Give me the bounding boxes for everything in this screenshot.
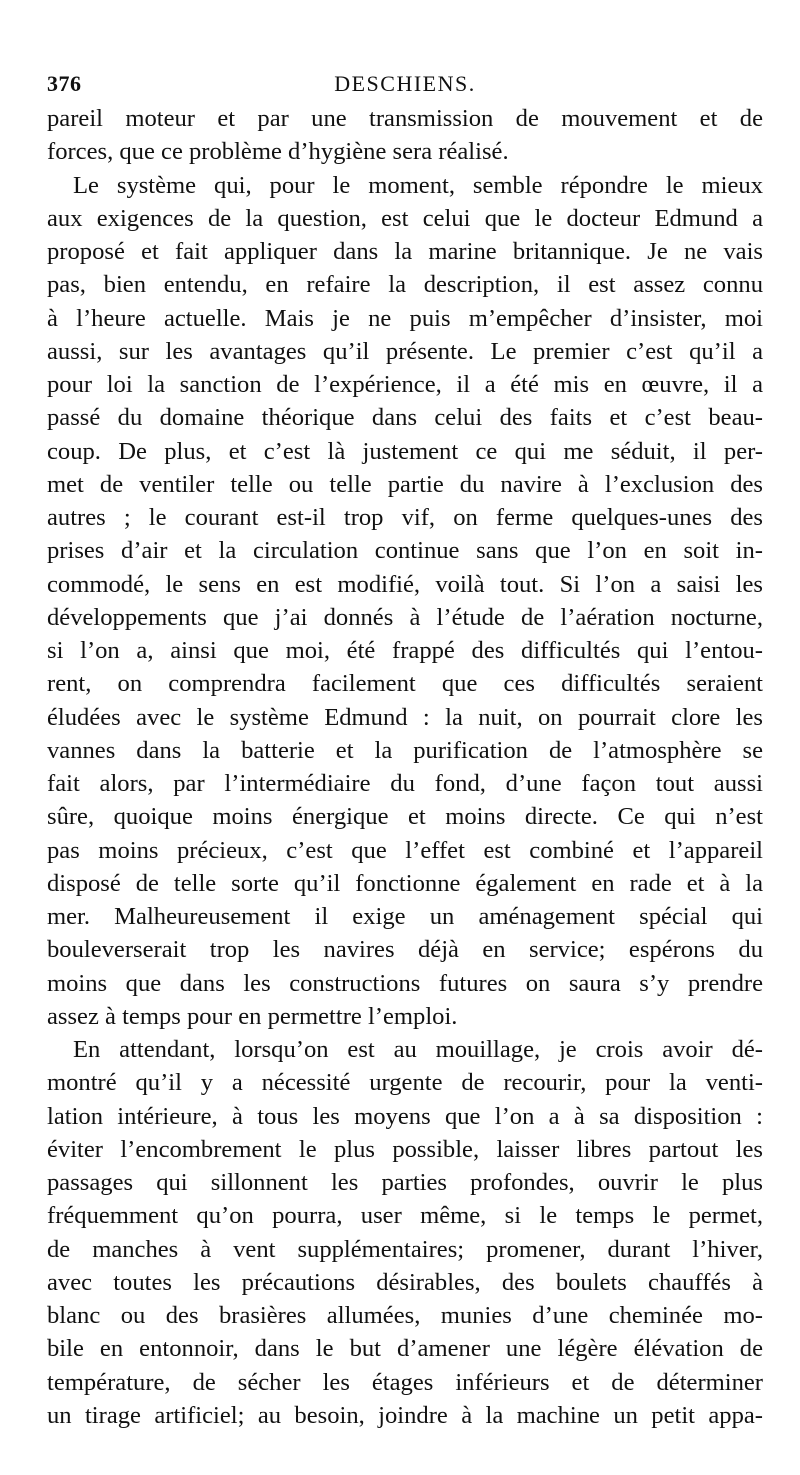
text-line: prises d’air et la circulation continue sans que l’on en soit in- — [47, 537, 763, 565]
running-head — [47, 66, 763, 102]
text-line: lation intérieure, à tous les moyens que l’on a à sa disposition : — [47, 1102, 763, 1130]
text-line: aux exigences de la question, est celui que le docteur Edmund a — [47, 204, 763, 232]
text-line: passé du domaine théorique dans celui des faits et c’est beau- — [47, 404, 763, 432]
paragraph — [47, 1033, 763, 1432]
text-line: met de ventiler telle ou telle partie du navire à l’exclusion des — [47, 470, 763, 498]
text-line: pas, bien entendu, en refaire la description, il est assez connu — [47, 271, 763, 299]
text-line: température, de sécher les étages inférieurs et de déterminer — [47, 1368, 763, 1396]
text-line: aussi, sur les avantages qu’il présente. Le premier c’est qu’il a — [47, 337, 763, 365]
text-line: assez à temps pour en permettre l’emploi. — [47, 1002, 458, 1030]
text-line: passages qui sillonnent les parties profondes, ouvrir le plus — [47, 1169, 763, 1196]
text-line: bouleverserait trop les navires déjà en service; espérons du — [47, 936, 763, 964]
text-line: autres ; le courant est-il trop vif, on ferme quelques-unes des — [47, 504, 763, 531]
paragraph — [47, 102, 763, 169]
text-line: proposé et fait appliquer dans la marine britannique. Je ne vais — [47, 238, 763, 265]
text-line: développements que j’ai donnés à l’étude de l’aération nocturne, — [47, 603, 763, 631]
text-line: forces, que ce problème d’hygiène sera réalisé. — [47, 138, 509, 166]
text-line: pareil moteur et par une transmission de mouvement et de — [47, 105, 763, 132]
text-line: coup. De plus, et c’est là justement ce qui me séduit, il per- — [47, 437, 763, 465]
text-line: pas moins précieux, c’est que l’effet est combiné et l’appareil — [47, 836, 763, 864]
text-line: commodé, le sens en est modifié, voilà tout. Si l’on a saisi les — [47, 570, 763, 598]
text-line: montré qu’il y a nécessité urgente de recourir, pour la venti- — [47, 1069, 763, 1097]
text-line: fait alors, par l’intermédiaire du fond, d’une façon tout aussi — [47, 770, 763, 797]
text-line: mer. Malheureusement il exige un aménagement spécial qui — [47, 903, 763, 930]
text-line: disposé de telle sorte qu’il fonctionne également en rade et à la — [47, 869, 763, 897]
text-line: En attendant, lorsqu’on est au mouillage, je crois avoir dé- — [73, 1036, 763, 1063]
text-line: vannes dans la batterie et la purification de l’atmosphère se — [47, 736, 763, 764]
paragraph — [47, 169, 763, 1034]
text-line: éludées avec le système Edmund : la nuit, on pourrait clore les — [47, 703, 763, 731]
text-line: fréquemment qu’on pourra, user même, si le temps le permet, — [47, 1202, 763, 1230]
text-line: sûre, quoique moins énergique et moins directe. Ce qui n’est — [47, 803, 763, 831]
body-text — [47, 102, 763, 1432]
text-line: un tirage artificiel; au besoin, joindre à la machine un petit appa- — [47, 1401, 763, 1429]
text-line: rent, on comprendra facilement que ces difficultés seraient — [47, 670, 763, 698]
text-line: blanc ou des brasières allumées, munies d’une cheminée mo- — [47, 1302, 763, 1329]
text-line: avec toutes les précautions désirables, des boulets chauffés à — [47, 1268, 763, 1296]
text-line: bile en entonnoir, dans le but d’amener une légère élévation de — [47, 1335, 763, 1363]
text-line: de manches à vent supplémentaires; promener, durant l’hiver, — [47, 1235, 763, 1263]
page-number: 376 — [47, 71, 82, 96]
text-line: moins que dans les constructions futures on saura s’y prendre — [47, 969, 763, 997]
text-line: si l’on a, ainsi que moi, été frappé des difficultés qui l’entou- — [47, 637, 763, 664]
text-line: éviter l’encombrement le plus possible, laisser libres partout les — [47, 1135, 763, 1163]
running-title: DESCHIENS. — [334, 71, 476, 96]
book-page — [47, 66, 763, 1432]
text-line: Le système qui, pour le moment, semble répondre le mieux — [73, 171, 763, 199]
text-line: pour loi la sanction de l’expérience, il a été mis en œuvre, il a — [47, 371, 763, 398]
text-line: à l’heure actuelle. Mais je ne puis m’empêcher d’insister, moi — [47, 304, 763, 332]
